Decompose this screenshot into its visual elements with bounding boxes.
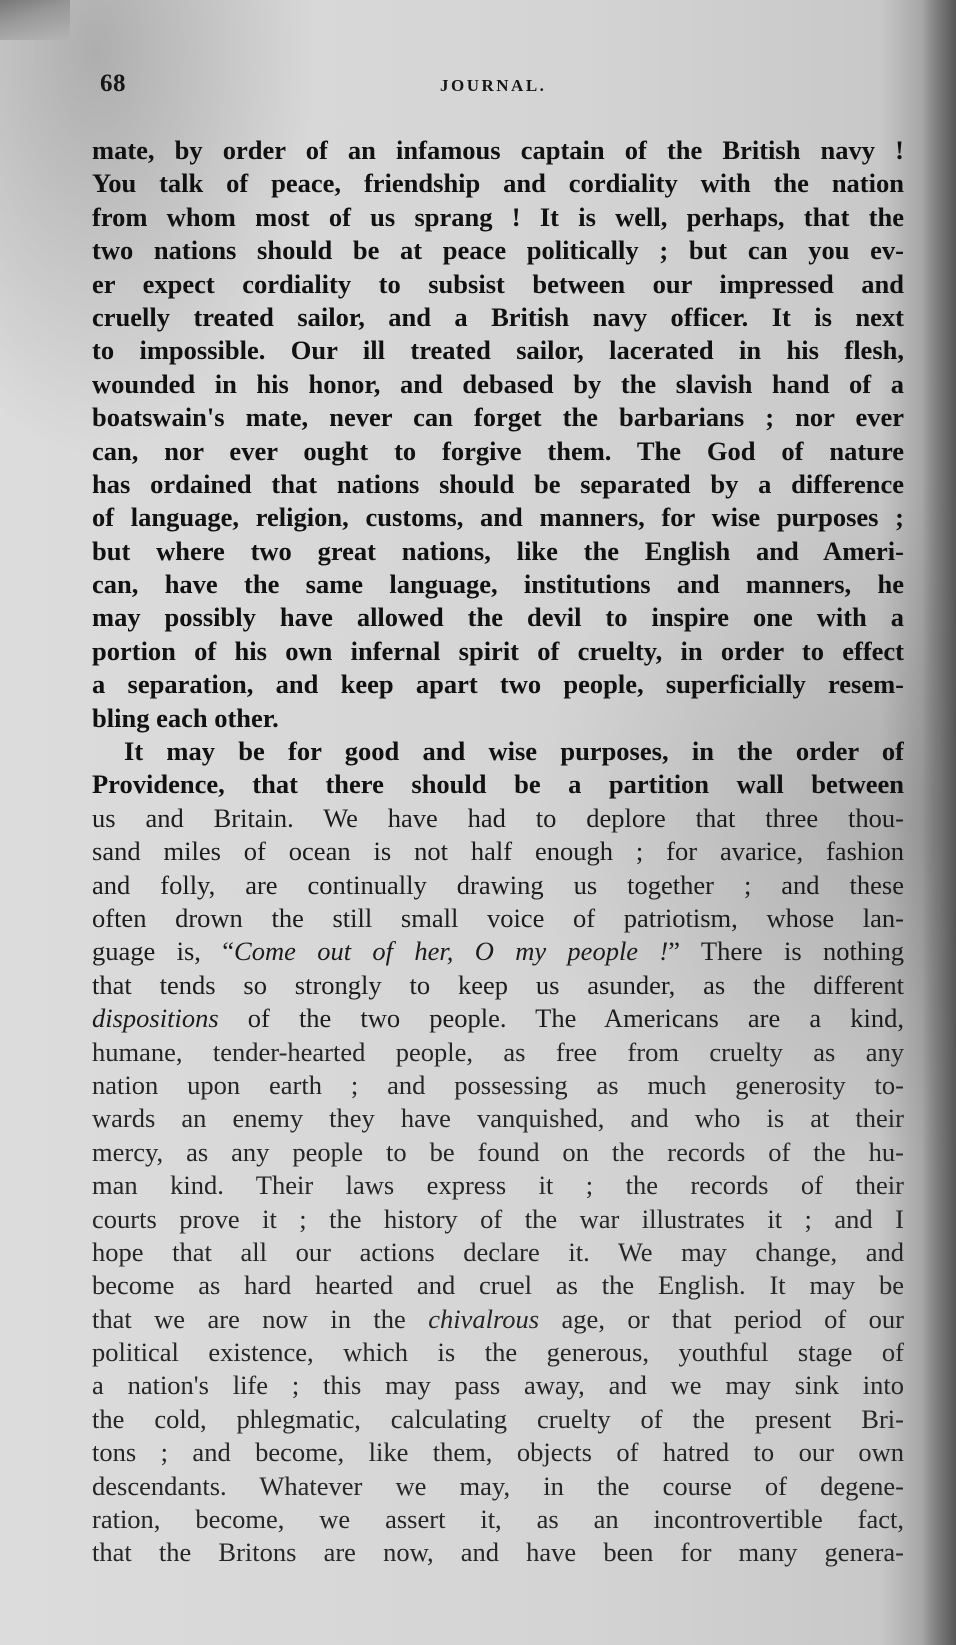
text-line: Providence, that there should be a partition wall between <box>92 769 904 800</box>
page-corner-shadow <box>0 0 70 40</box>
text-line: that the Britons are now, and have been for many genera- <box>92 1537 904 1568</box>
text-line: mate, by order of an infamous captain of the British navy ! <box>92 135 904 165</box>
text-line: You talk of peace, friendship and cordiality with the nation <box>92 168 904 199</box>
text-line: er expect cordiality to subsist between our impressed and <box>92 268 904 299</box>
text-line-with-emphasis <box>92 1303 904 1336</box>
text-line: wards an enemy they have vanquished, and who is at their <box>92 1103 904 1134</box>
text-line: the cold, phlegmatic, calculating cruelty of the present Bri- <box>92 1403 904 1434</box>
quote-trail-text: ” There is nothing <box>668 936 904 967</box>
text-line: us and Britain. We have had to deplore that three thou- <box>92 802 904 833</box>
emphasis-lead-text: that we are now in the <box>92 1303 429 1334</box>
text-line: and folly, are continually drawing us together ; and these <box>92 869 904 900</box>
text-line: It may be for good and wise purposes, in the order of <box>124 736 904 767</box>
text-line: wounded in his honor, and debased by the slavish hand of a <box>92 368 904 399</box>
running-head: JOURNAL. <box>440 76 547 95</box>
paragraph-2 <box>92 735 904 1570</box>
page-number: 68 <box>100 70 126 97</box>
text-line: two nations should be at peace politically ; but can you ev- <box>92 235 904 266</box>
text-line: bling each other. <box>92 702 279 733</box>
text-line: mercy, as any people to be found on the records of the hu- <box>92 1136 904 1167</box>
text-line: but where two great nations, like the English and Ameri- <box>92 535 904 566</box>
page-edge-shadow <box>922 0 956 1645</box>
paragraph-1 <box>92 134 904 735</box>
emphasis-trail-text: of the two people. The Americans are a kind, <box>218 1003 904 1034</box>
text-line-with-quote <box>92 935 904 968</box>
quote-italic-text: Come out of her, O my people ! <box>234 936 669 967</box>
text-line: tons ; and become, like them, objects of hatred to our own <box>92 1437 904 1468</box>
text-line: courts prove it ; the history of the war illustrates it ; and I <box>92 1203 904 1234</box>
emphasis-chivalrous: chivalrous <box>428 1303 540 1334</box>
text-line: a separation, and keep apart two people, superficially resem- <box>92 669 904 700</box>
text-line: political existence, which is the generous, youthful stage of <box>92 1337 904 1368</box>
text-line: a nation's life ; this may pass away, and we may sink into <box>92 1370 904 1401</box>
page-header <box>100 70 900 110</box>
text-line: has ordained that nations should be separated by a difference <box>92 468 904 499</box>
text-line: to impossible. Our ill treated sailor, lacerated in his flesh, <box>92 335 904 366</box>
text-line: may possibly have allowed the devil to inspire one with a <box>92 602 904 633</box>
body-text <box>92 134 904 1570</box>
text-line: boatswain's mate, never can forget the barbarians ; nor ever <box>92 402 904 433</box>
quote-lead-text: guage is, “ <box>92 936 235 967</box>
text-line: cruelly treated sailor, and a British navy officer. It is next <box>92 301 904 332</box>
text-line: of language, religion, customs, and manners, for wise purposes ; <box>92 502 904 533</box>
text-line: hope that all our actions declare it. We may change, and <box>92 1236 904 1267</box>
emphasis-dispositions: dispositions <box>92 1003 219 1034</box>
text-line: humane, tender-hearted people, as free from cruelty as any <box>92 1036 904 1067</box>
text-line: portion of his own infernal spirit of cruelty, in order to effect <box>92 635 904 666</box>
text-line: from whom most of us sprang ! It is well, perhaps, that the <box>92 201 904 232</box>
text-line-with-emphasis <box>92 1002 904 1035</box>
text-line: man kind. Their laws express it ; the records of their <box>92 1170 904 1201</box>
text-line: often drown the still small voice of patriotism, whose lan- <box>92 902 904 933</box>
text-line: that tends so strongly to keep us asunder, as the different <box>92 969 904 1000</box>
text-line: can, nor ever ought to forgive them. The God of nature <box>92 435 904 466</box>
text-line: can, have the same language, institutions and manners, he <box>92 569 904 600</box>
text-line: sand miles of ocean is not half enough ; for avarice, fashion <box>92 836 904 867</box>
emphasis-trail-text: age, or that period of our <box>539 1303 904 1334</box>
text-line: ration, become, we assert it, as an incontrovertible fact, <box>92 1504 904 1535</box>
text-line: descendants. Whatever we may, in the course of degene- <box>92 1470 904 1501</box>
text-line: become as hard hearted and cruel as the English. It may be <box>92 1270 904 1301</box>
text-line: nation upon earth ; and possessing as much generosity to- <box>92 1069 904 1100</box>
